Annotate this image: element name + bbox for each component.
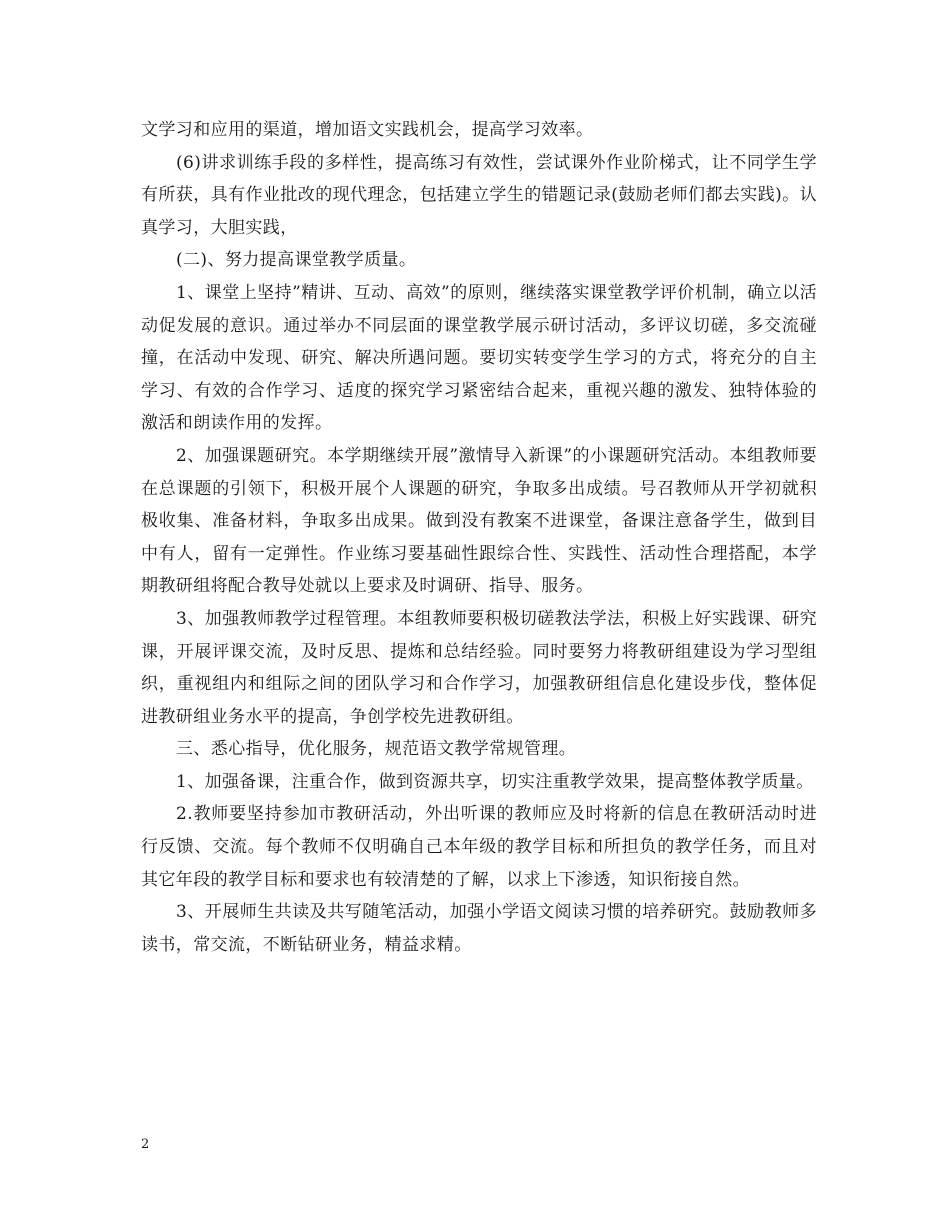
paragraph: 2.教师要坚持参加市教研活动，外出听课的教师应及时将新的信息在教研活动时进行反馈、交流。每个教师不仅明确自己本年级的教学目标和所担负的教学任务，而且对其它年段的教学目标和要求也有较清楚的了解，以求上下渗透，知识衔接自然。 xyxy=(141,804,817,890)
document-body xyxy=(141,114,817,961)
paragraph: 3、加强教师教学过程管理。本组教师要积极切磋教法学法，积极上好实践课、研究课，开展评课交流，及时反思、提炼和总结经验。同时要努力将教研组建设为学习型组织，重视组内和组际之间的团队学习和合作学习，加强教研组信息化建设步伐，整体促进教研组业务水平的提高，争创学校先进教研组。 xyxy=(141,608,817,727)
paragraph: (6)讲求训练手段的多样性，提高练习有效性，尝试课外作业阶梯式，让不同学生学有所获，具有作业批改的现代理念，包括建立学生的错题记录(鼓励老师们都去实践)。认真学习，大胆实践， xyxy=(141,152,817,238)
page-number: 2 xyxy=(141,1137,150,1152)
section-heading: 三、悉心指导，优化服务，规范语文教学常规管理。 xyxy=(176,739,577,760)
paragraph: 1、加强备课，注重合作，做到资源共享，切实注重教学效果，提高整体教学质量。 xyxy=(176,771,814,792)
paragraph: 3、开展师生共读及共写随笔活动，加强小学语文阅读习惯的培养研究。鼓励教师多读书，常交流，不断钻研业务，精益求精。 xyxy=(141,902,817,955)
paragraph: 文学习和应用的渠道，增加语文实践机会，提高学习效率。 xyxy=(141,120,594,140)
paragraph: 2、加强课题研究。本学期继续开展”激情导入新课”的小课题研究活动。本组教师要在总课题的引领下，积极开展个人课题的研究，争取多出成绩。号召教师从开学初就积极收集、准备材料，争取多出成果。做到没有教案不进课堂，备课注意备学生，做到目中有人，留有一定弹性。作业练习要基础性跟综合性、实践性、活动性合理搭配，本学期教研组将配合教导处就以上要求及时调研、指导、服务。 xyxy=(141,445,817,597)
paragraph: 1、课堂上坚持”精讲、互动、高效”的原则，继续落实课堂教学评价机制，确立以活动促发展的意识。通过举办不同层面的课堂教学展示研讨活动，多评议切磋，多交流碰撞，在活动中发现、研究、解决所遇问题。要切实转变学生学习的方式，将充分的自主学习、有效的合作学习、适度的探究学习紧密结合起来，重视兴趣的激发、独特体验的激活和朗读作用的发挥。 xyxy=(141,282,817,434)
section-heading: (二)、努力提高课堂教学质量。 xyxy=(176,250,417,271)
